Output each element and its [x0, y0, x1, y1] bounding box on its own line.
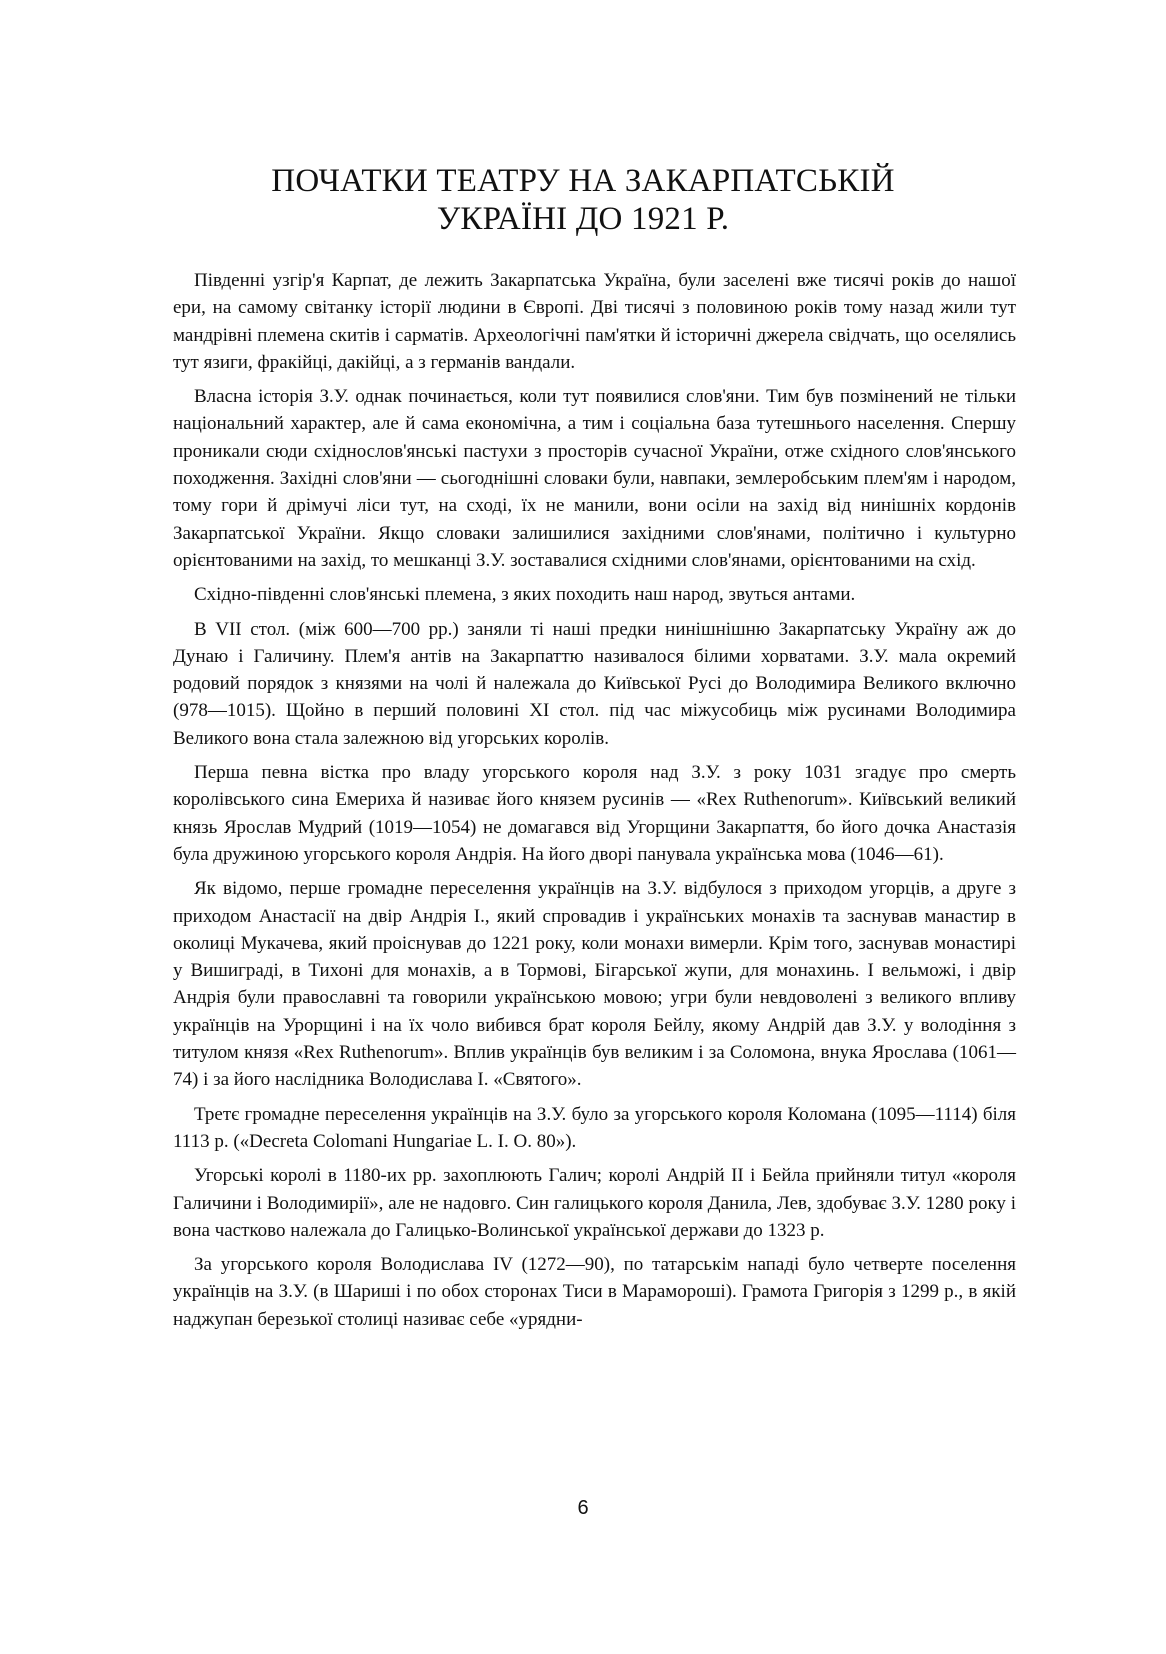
paragraph-6: Як відомо, перше громадне переселення українців на З.У. відбулося з приходом угорців, а друге з приходом Анастасії на двір Андрія І., який спровадив і українських монахів та заснував манастир в околиці Мукачева, який проіснував до 1221 року, коли монахи вимерли. Крім того, заснував монастирі у Вишиграді, в Тихоні для монахів, а в Тормові, Бігарської жупи, для монахинь. І вельможі, і двір Андрія були православні та говорили українською мовою; угри були невдоволені з великого впливу українців на Урорщині і на їх чоло вибився брат короля Бейлу, якому Андрій дав З.У. у володіння з титулом князя «Rex Ruthenorum». Вплив українців був великим і за Соломона, внука Ярослава (1061—74) і за його наслідника Володислава І. «Святого».	[173, 878, 1016, 1091]
paragraph-3: Східно-південні слов'янські племена, з яких походить наш народ, звуться антами.	[194, 584, 856, 606]
paragraph-7: Третє громадне переселення українців на З.У. було за угорського короля Коломана (1095—1114) біля 1113 р. («Decreta Colomani Hungariae L. I. O. 80»).	[173, 1103, 1016, 1152]
paragraph-5: Перша певна вістка про владу угорського короля над З.У. з року 1031 згадує про смерть королівського сина Емериха й називає його князем русинів — «Rex Ruthenorum». Київський великий князь Ярослав Мудрий (1019—1054) не домагався від Угорщини Закарпаття, бо його дочка Анастазія була дружиною угорського короля Андрія. На його дворі панувала українська мова (1046—61).	[173, 762, 1016, 865]
paragraph-8: Угорські королі в 1180-их рр. захоплюють Галич; королі Андрій II і Бейла прийняли титул «короля Галичини і Володимирії», але не надовго. Син галицького короля Данила, Лев, здобуває З.У. 1280 року і вона частково належала до Галицько-Волинської української держави до 1323 р.	[173, 1165, 1016, 1241]
page-number: 6	[577, 1497, 589, 1519]
body-text	[173, 267, 1016, 1340]
chapter-title	[150, 162, 1016, 238]
paragraph-4: В VII стол. (між 600—700 рр.) заняли ті наші предки нинішнішню Закарпатську Україну аж до Дунаю і Галичину. Плем'я антів на Закарпаттю називалося білими хорватами. З.У. мала окремий родовий порядок з князями на чолі й належала до Київської Русі до Володимира Великого включно (978—1015). Щойно в перший половині XI стол. під час міжусобиць між русинами Володимира Великого вона стала залежною від угорських королів.	[173, 618, 1016, 749]
paragraph-9: За угорського короля Володислава IV (1272—90), по татарськім нападі було четверте поселення українців на З.У. (в Шариші і по обох сторонах Тиси в Марамороші). Грамота Григорія з 1299 р., в якій наджупан березької столиці називає себе «урядни-	[173, 1254, 1016, 1330]
chapter-title-line-2: УКРАЇНІ ДО 1921 Р.	[436, 201, 730, 237]
chapter-title-line-1: ПОЧАТКИ ТЕАТРУ НА ЗАКАРПАТСЬКІЙ	[271, 163, 895, 199]
paragraph-1: Південні узгір'я Карпат, де лежить Закарпатська Україна, були заселені вже тисячі років до нашої ери, на самому світанку історії людини в Європі. Дві тисячі з половиною років тому назад жили тут мандрівні племена скитів і сарматів. Археологічні пам'ятки й історичні джерела свідчать, що оселялись тут язиги, фракійці, дакійці, а з германів вандали.	[173, 270, 1016, 373]
paragraph-2: Власна історія З.У. однак починається, коли тут появилися слов'яни. Тим був позмінений не тільки національний характер, але й сама економічна, а тим і соціальна база тутешнього населення. Спершу проникали сюди східнослов'янські пастухи з просторів сучасної України, отже східного слов'янського походження. Західні слов'яни — сьогоднішні словаки були, навпаки, землеробським плем'ям і народом, тому гори й дрімучі ліси тут, на сході, їх не манили, вони осіли на захід від нинішніх кордонів Закарпатської України. Якщо словаки залишилися західними слов'янами, політично і культурно орієнтованими на захід, то мешканці З.У. зоставалися східними слов'янами, орієнтованими на схід.	[173, 386, 1016, 571]
